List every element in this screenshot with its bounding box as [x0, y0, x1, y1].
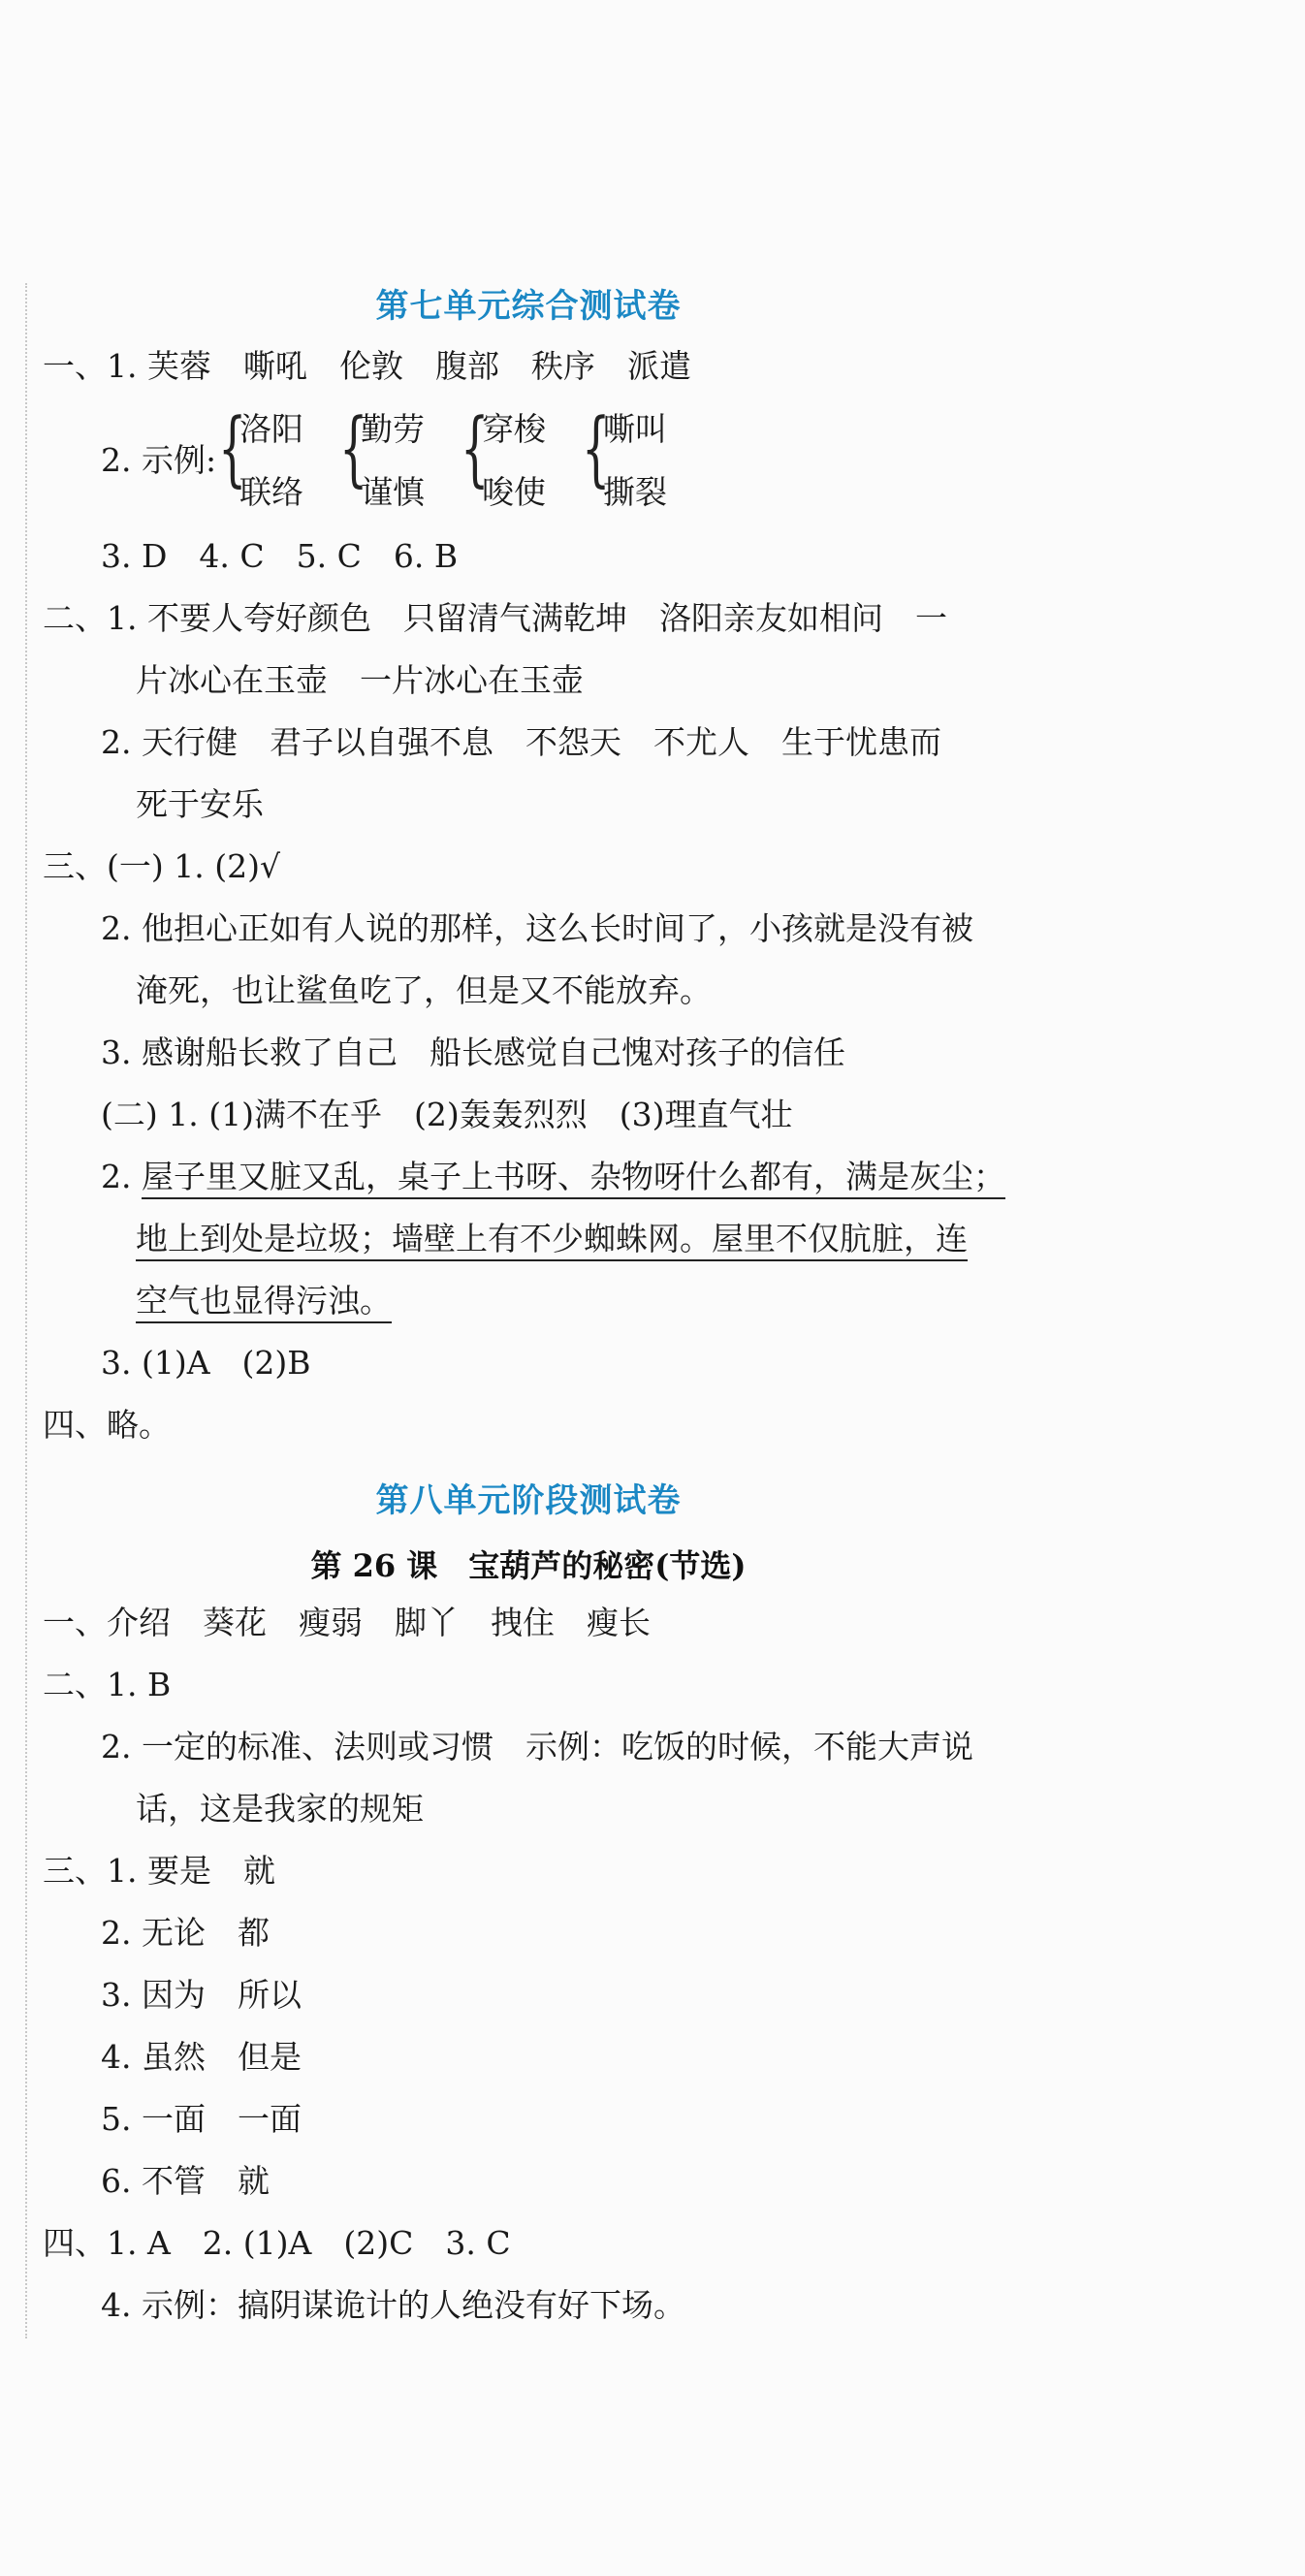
pair-3-top: 穿梭: [482, 410, 546, 448]
pair-1-top: 洛阳: [239, 410, 303, 448]
unit7-s1-line2-prefix: 2. 示例:: [101, 441, 217, 479]
pair-2-top: 勤劳: [361, 410, 425, 448]
brace-1: {: [218, 400, 247, 495]
unit8-lesson-title: 第 26 课 宝葫芦的秘密(节选): [310, 1547, 747, 1584]
unit7-s3-line1: 三、(一) 1. (2)√: [43, 847, 280, 885]
unit7-s3-line5c-underlined: 空气也显得污浊。: [136, 1282, 392, 1323]
unit7-title: 第七单元综合测试卷: [375, 287, 682, 326]
unit7-s3-line5a-num: 2.: [101, 1158, 142, 1195]
pair-3-bottom: 唆使: [482, 473, 546, 511]
pair-1-bottom: 联络: [239, 473, 303, 511]
unit7-s2-line2b: 死于安乐: [136, 785, 264, 823]
unit7-s1-line3: 3. D 4. C 5. C 6. B: [101, 537, 459, 575]
pair-4-bottom: 撕裂: [603, 473, 667, 511]
unit7-s3-line2b: 淹死，也让鲨鱼吃了，但是又不能放弃。: [136, 971, 712, 1009]
pair-4-top: 嘶叫: [603, 410, 667, 448]
unit8-s3-line6: 6. 不管 就: [101, 2162, 270, 2200]
unit7-s3-line2a: 2. 他担心正如有人说的那样，这么长时间了，小孩就是没有被: [101, 909, 973, 947]
unit8-s4-line1: 四、1. A 2. (1)A (2)C 3. C: [43, 2224, 511, 2262]
unit7-s2-line1b: 片冰心在玉壶 一片冰心在玉壶: [136, 661, 584, 699]
unit8-s3-line5: 5. 一面 一面: [101, 2100, 302, 2138]
unit7-s3-line4: (二) 1. (1)满不在乎 (2)轰轰烈烈 (3)理直气壮: [101, 1096, 793, 1133]
unit7-s3-line3: 3. 感谢船长救了自己 船长感觉自己愧对孩子的信任: [101, 1034, 845, 1071]
unit7-s3-line5c: [136, 1282, 392, 1320]
unit8-s3-line4: 4. 虽然 但是: [101, 2038, 302, 2076]
unit7-s3-line5a: [101, 1158, 1005, 1196]
unit8-s4-line2: 4. 示例：搞阴谋诡计的人绝没有好下场。: [101, 2286, 685, 2324]
unit7-s3-line5a-underlined: 屋子里又脏又乱，桌子上书呀、杂物呀什么都有，满是灰尘；: [142, 1158, 1005, 1199]
unit7-s1-line1: 一、1. 芙蓉 嘶吼 伦敦 腹部 秩序 派遣: [43, 347, 691, 385]
unit7-s4: 四、略。: [43, 1406, 171, 1444]
unit8-s2-line1: 二、1. B: [43, 1666, 172, 1703]
unit8-s1: 一、介绍 葵花 瘦弱 脚丫 拽住 瘦长: [43, 1604, 651, 1641]
unit7-s3-line6: 3. (1)A (2)B: [101, 1344, 311, 1382]
pair-2-bottom: 谨慎: [361, 473, 425, 511]
unit8-s3-line1: 三、1. 要是 就: [43, 1852, 275, 1890]
unit8-title: 第八单元阶段测试卷: [375, 1481, 682, 1520]
unit7-s2-line2a: 2. 天行健 君子以自强不息 不怨天 不尤人 生于忧患而: [101, 723, 941, 761]
unit8-s2-line2a: 2. 一定的标准、法则或习惯 示例：吃饭的时候，不能大声说: [101, 1728, 973, 1765]
binding-margin-line: [25, 283, 27, 2338]
brace-2: {: [339, 400, 368, 495]
unit8-s2-line2b: 话，这是我家的规矩: [136, 1790, 424, 1828]
unit7-s3-line5b-underlined: 地上到处是垃圾；墙壁上有不少蜘蛛网。屋里不仅肮脏，连: [136, 1220, 968, 1261]
unit8-s3-line2: 2. 无论 都: [101, 1914, 270, 1952]
unit7-s2-line1a: 二、1. 不要人夸好颜色 只留清气满乾坤 洛阳亲友如相问 一: [43, 599, 947, 637]
brace-3: {: [461, 400, 490, 495]
unit7-s3-line5b: [136, 1220, 968, 1258]
brace-4: {: [582, 400, 611, 495]
unit8-s3-line3: 3. 因为 所以: [101, 1976, 302, 2014]
